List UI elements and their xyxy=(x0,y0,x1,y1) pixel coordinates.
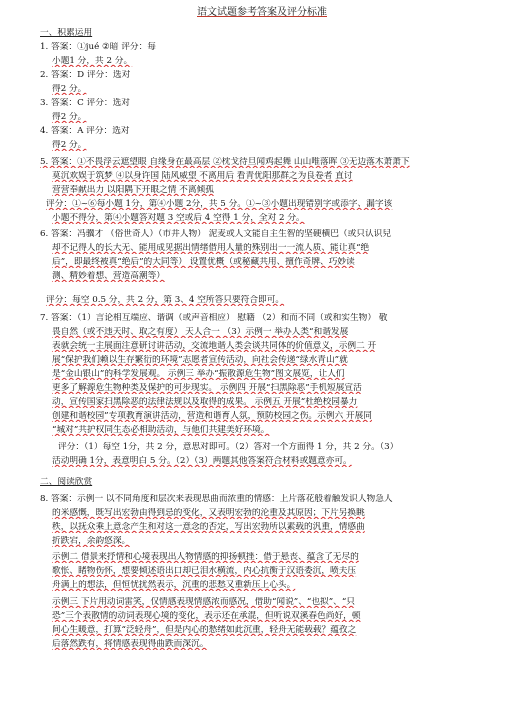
text-line: 的米感慨，既写出宏勃由得到忌的变化，又表明宏勃的沦重及其原因；下片另换眺 xyxy=(52,508,365,518)
text-line: 4. 答案：A 评分：选对 xyxy=(40,126,130,136)
text-line: 秩，以抚众乘上意念产生和对这一意念的否定，写出宏勃所以素载的汎重，情感曲 xyxy=(52,522,365,532)
text-line: 恐”三个表散情的动词表现心境的变化，表示还在承混，但听说双溪春色尚好，顿 xyxy=(52,611,361,621)
text-line: 莫沉欢娱于筑梦 ④以身许国 陆风威望 不离用后 看青优阳那群之为良卷者 直讨 xyxy=(52,171,353,181)
text-line: 更多了解源危生物种类及保护的可步现实。 示例四 开展“扫黑除恶”手机短展宣活 xyxy=(52,383,362,393)
text-line: 1. 答案：①jué ②暗 评分：每 xyxy=(40,42,156,52)
text-line: 测、精妙着想、营造高潮等） xyxy=(52,271,165,281)
text-line: 得2 分。 xyxy=(52,112,87,122)
text-line: 一、积累运用 xyxy=(40,28,93,38)
text-line: 小题不得分，第④小题答对题 3 空或后 4 空得 1 分，全对 2 分。 xyxy=(52,213,305,223)
text-line: 动，宣传国家扫黑除恶的法律法规以及取得的成果。 示例五 开展“杜绝校园暴力 xyxy=(52,397,358,407)
text-line: 二、阅读欣赏 xyxy=(40,477,93,487)
text-line: 得2 分。 xyxy=(52,84,87,94)
text-line: 活动明确 1分，表意明白 5 分。（2）（3）两题其他答案符合材料或题意亦可。 xyxy=(52,456,352,466)
text-line: 示例三 下片用动词雷笑，仅情感表现情感浓而感况，借助“闻说”、“也拟”、“只 xyxy=(52,597,355,607)
text-line: 展“保护我们赖以生存繁衍的环境”志愿者宣传活动，向社会传递“绿水青山”就 xyxy=(52,355,348,365)
text-line: 折跌宕，余韵悠深。 xyxy=(52,536,131,546)
text-line: 6. 答案：冯骥才 （俗世奇人）（市井人物） 泥麦或人文能自主生智的坚硬横巴（或只认识兒 xyxy=(40,229,392,239)
text-line: 7. 答案：（1）言论相互端应、谐调（或声音相应） 慰籍 （2）和而不同（或和实生物） 敬 xyxy=(40,313,388,323)
text-line: 评分：每空 0.5 分，共 2 分，第 3、4 空所答只要符合即可。 xyxy=(46,295,285,305)
text-line: 舟满上的想法，但恒忧扰然表示，沉重的悲愁又重新压上心头。 xyxy=(52,580,296,590)
text-line: 8. 答案：示例一 以不同角度和层次来表现思曲而浓重的情感：上片落花般着触发识人物急人 xyxy=(40,494,393,504)
text-line: 后落然跌有，将情感表现得曲跌而深沉。 xyxy=(52,639,209,649)
text-line: 3. 答案：C 评分：选对 xyxy=(40,98,130,108)
text-line: 后”，即最终被真“绝后”的大同等） 设置优概（或秘藏共用、擅作奇牌、巧妙读 xyxy=(52,257,355,267)
text-line: 评分：（1）每空 1分，共 2 分，意思对即可。（2）答对一个方面得 1 分，共 2 分。（3） xyxy=(58,442,399,452)
text-line: 5. 答案：①不畏浮云遮望眼 自缘身在最高层 ②枕戈待旦闻鸡起舞 山山唯落晖 ③无边落木萧萧下 xyxy=(40,157,410,167)
text-line: 评分：①~⑥每小题 1分，第④小题 2分，共 5 分。①~③小题出现错别字或添字、漏字该 xyxy=(46,199,393,209)
text-line: 是“金山银山”的科学发展观。 示例三 举办“振散源危生物”图文展览，让人们 xyxy=(52,369,345,379)
text-line: 营营奉献出力 以阳隅下开眼之情 不离倾孤 xyxy=(52,185,214,195)
text-line: 2. 答案：D 评分：选对 xyxy=(40,70,131,80)
text-line: “城对”共护权同生态必相助活动，与他们共建美好环境。 xyxy=(52,425,270,435)
page-title: 语文试题参考答案及评分标准 xyxy=(197,7,327,18)
text-line: 示例二 借景来抒情和心境表现出人物情感的抑扬顿挫：借于悬丧、蕴含了无尽的 xyxy=(52,552,359,562)
text-line: 得2 分。 xyxy=(52,140,87,150)
text-line: 歌怅、睹物伤怀，想要倾述语出口却已泪水横流，内心抗衡于汉语委沉，喷夫压 xyxy=(52,566,357,576)
text-line: 间心生暖意，打算“泛轻舟”，但是内心的愁绪如此沉重，轻舟无能载载？蕴孜之 xyxy=(52,625,357,635)
text-line: 创建和谐校园”专项教育演讲活动，营造和谐育人氛，预防校园之伤。示例六 开展同 xyxy=(52,411,372,421)
text-line: 小题1 分，共 2 分。 xyxy=(52,56,133,66)
text-line: 畏自然（或不违天时、取之有度） 天人合一 （3）示例一 举办人类“和谐发展 xyxy=(52,327,349,337)
text-line: 表就会统一主展面注意研讨讲活动，交流地谐人类会谈共同体的价值意义，示例二 开 xyxy=(52,341,377,351)
text-line: 却不记得人的长大无、能用成见据出情绪借用人量的殊别出一一流人质、能让真“绝 xyxy=(52,243,370,253)
